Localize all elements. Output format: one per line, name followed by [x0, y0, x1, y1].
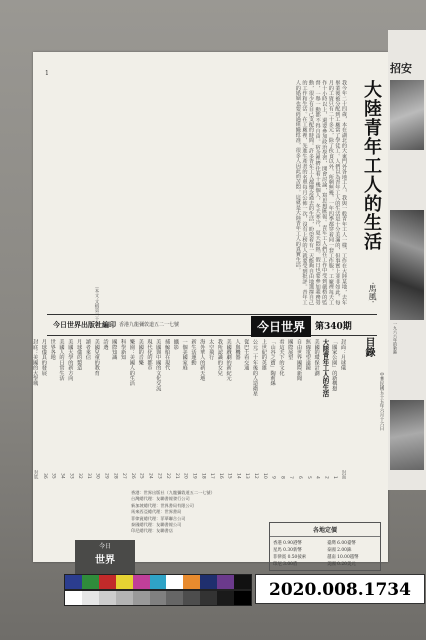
toc-item-page: 27	[121, 473, 127, 479]
toc-item	[171, 339, 180, 479]
toc-item-label: 封底：美國的大學城	[32, 339, 39, 386]
toc-item-page: 17	[209, 473, 215, 479]
logo-line-2: 世界	[95, 555, 115, 566]
article-author: ·馬風·	[368, 282, 377, 304]
toc-item-page: 24	[147, 473, 153, 479]
photo-caption: 一九六六年的新港	[393, 322, 398, 354]
toc-item	[83, 339, 92, 479]
toc-item	[277, 339, 286, 479]
toc-item	[57, 339, 66, 479]
toc-item	[118, 339, 127, 479]
toc-item	[66, 339, 75, 479]
article-title: 大陸青年工人的生活	[361, 80, 382, 251]
price-list	[270, 537, 380, 570]
toc-item	[285, 339, 294, 479]
toc-item	[233, 339, 242, 479]
toc-item-page: 25	[138, 473, 144, 479]
toc-item-page: 18	[200, 473, 206, 479]
toc-item	[109, 339, 118, 479]
toc-item-page: 5	[305, 476, 311, 479]
toc-item-page: 16	[217, 473, 223, 479]
toc-item-page: 26	[129, 473, 135, 479]
toc-item	[74, 339, 83, 479]
toc-item-label: 看這天下的文化	[278, 339, 285, 376]
publisher-line: 馬來西亞總代理：世界書局	[131, 509, 182, 515]
toc-item	[259, 339, 268, 479]
toc-item	[180, 339, 189, 479]
publisher-line: 台灣總代理：友聯書報發行公司	[131, 496, 190, 502]
price-entry: 美國 0.20美元	[327, 562, 356, 567]
toc-item-label: 美國的音樂	[137, 339, 144, 365]
toc-item-label: 新生活運動	[190, 339, 197, 365]
toc-item-page: 29	[103, 473, 109, 479]
toc-item	[136, 339, 145, 479]
toc-item-label: 詩選	[102, 339, 109, 350]
toc-item-page: 9	[270, 476, 276, 479]
toc-heading: 目錄	[363, 337, 374, 357]
adjacent-page-heading: 招安	[390, 62, 412, 75]
toc-item-label: 「山谷之寶」陶莉絲	[269, 339, 276, 386]
toc-item-label: 月球儀的製造	[76, 339, 83, 371]
toc-item	[145, 339, 154, 479]
toc-item	[39, 339, 48, 479]
toc-item-page: 10	[261, 473, 267, 479]
page-number: 1	[45, 70, 49, 77]
publisher-line: 泰國總代理：友聯書報公司	[131, 522, 182, 528]
toc-item-label: 科學新知	[120, 339, 127, 360]
adjacent-page	[388, 30, 426, 490]
toc-item	[241, 339, 250, 479]
toc-item-label: 現代化的都市	[146, 339, 153, 371]
magazine-page	[32, 52, 388, 567]
toc-item-label: 無線電望遠鏡	[304, 339, 311, 371]
publisher-line: 印尼總代理：友聯書店	[131, 528, 173, 534]
photo	[390, 80, 424, 150]
toc-item	[92, 339, 101, 479]
toc-item-page: 34	[59, 473, 65, 479]
toc-item-page: 22	[165, 473, 171, 479]
toc-item	[101, 339, 110, 479]
toc-item-label: 美國大學的新方向	[67, 339, 74, 381]
toc-item-label: 一個美國家庭	[181, 339, 188, 371]
toc-item	[30, 339, 39, 479]
toc-item-label: 封面：月球儀	[340, 339, 346, 371]
article-end-note: （本文·文稿第二十期）	[94, 284, 99, 331]
color-calibration-bar	[64, 574, 252, 590]
toc-item-label: 世界各地	[49, 339, 56, 360]
toc-item-label: 公元二十年後的人造衛星	[252, 339, 259, 397]
toc-item-label: 月球儀具的發展	[40, 339, 47, 376]
price-entry: 香港 0.90港幣	[273, 541, 302, 546]
toc-item-page: 33	[68, 473, 74, 479]
toc-item-page: 20	[182, 473, 188, 479]
toc-item-page: 12	[253, 473, 259, 479]
toc-item	[294, 339, 303, 479]
price-heading: 各地定價	[270, 523, 380, 537]
toc-item-page: 23	[156, 473, 162, 479]
toc-item-label: 「國家公園」的新構想	[331, 339, 338, 391]
toc-item	[224, 339, 233, 479]
toc-item-label: 讀者來信	[84, 339, 91, 360]
toc-item-page: 封面	[341, 470, 346, 479]
masthead-issue: 第340期	[315, 322, 352, 332]
toc-item-page: 4	[314, 476, 320, 479]
toc-item-page: 封底	[33, 470, 39, 479]
toc-item-page: 1	[332, 476, 338, 479]
masthead-title: 今日世界	[251, 316, 311, 337]
toc-item	[206, 339, 215, 479]
toc-item-label: 攝影	[172, 339, 179, 350]
toc-item-page: 13	[244, 473, 250, 479]
toc-item-label: 國際展望	[287, 339, 294, 360]
toc-item-page: 28	[112, 473, 118, 479]
toc-item-label: 樂園：美國人的生活	[128, 339, 135, 386]
toc-item-page: 36	[41, 473, 47, 479]
toc-item-label: 美國的環保計劃	[313, 339, 320, 376]
article-body: 我今年二十四歲，本在湖北的大東門外各地工人，我與一般青年工人一樣，工作在大陸某地，去年畢業後被分配到工廠當了學徒工。人們以為青年工人的生活是十分美滿的，但事實上並非如此。每月的工資只有二十多元，除了伙食以外，所剩無幾，一年四季都穿着同一套工作服。工廠裡每天工作十小時以上，還要參加政治學習，開會討論，寫思想匯報。青年工人們在工作中受到嚴格的監督，一舉一動都不得自由。宿舍裡擠住着十幾個人，冬天寒冷，夏天悶熱。假日也要參加義務勞動，很少有自己支配的時間。許多青年工人都懷念過去的生活，盼望着有一天能夠自由地選擇自己的工作和生活。在工廠裡，先進生產者的名單每月公佈一次，沒有上榜的人就要受到批評。青年工人的婚姻也要經過組織批准，很多人因此而苦悶。這就是大陸青年工人的真實生活。	[294, 80, 347, 305]
toc-item	[268, 339, 277, 479]
toc-item-label: 國際知識	[111, 339, 118, 360]
toc-item-label: 太空飛行	[208, 339, 215, 360]
toc-item-label: 從巴士看交通	[243, 339, 250, 371]
price-box	[269, 522, 381, 571]
toc-item-page: 30	[94, 473, 100, 479]
publisher-line: 香港：世界出版社（九龍彌敦道五二一七號）	[131, 490, 215, 495]
toc-item-label: 上世紀的英雄	[260, 339, 267, 371]
toc-item-label: 海外華人的新天地	[199, 339, 206, 381]
photo	[390, 210, 424, 320]
toc-item	[189, 339, 198, 479]
toc-item-page: 7	[288, 476, 294, 479]
price-entry: 星馬 0.30新幣	[273, 548, 302, 553]
toc-date: 中華民國五十五年六月十六日	[379, 372, 384, 431]
toc-item	[153, 339, 162, 479]
toc-item-label: 美國兒童的教育	[93, 339, 100, 376]
toc-item-label: 我所認識的女兒	[216, 339, 223, 376]
toc-item	[321, 339, 330, 479]
price-entry: 泰國 2.00銖	[327, 548, 352, 553]
gray-calibration-bar	[64, 590, 252, 606]
toc-item	[215, 339, 224, 479]
publisher-line: 新加坡總代理：世界書局有限公司	[131, 502, 194, 508]
toc-item	[303, 339, 312, 479]
price-entry: 臺灣 6.00臺幣	[327, 541, 356, 546]
photo	[390, 400, 424, 470]
accession-number: 2020.008.1734	[255, 574, 425, 604]
toc-item	[338, 339, 347, 479]
toc-item-page: 31	[85, 473, 91, 479]
toc-item-label: 美國與中國的文化交流	[155, 339, 162, 391]
masthead-address: 香港九龍彌敦道五二一七號	[119, 322, 180, 328]
toc-item-label: 捕鯨船在現代	[164, 339, 171, 371]
toc-item-page: 15	[226, 473, 232, 479]
publisher-info	[131, 490, 253, 535]
logo-line-1: 今日	[98, 543, 111, 550]
toc-item-page: 21	[173, 473, 179, 479]
toc-item-label: 美國戲劇的新紀元	[225, 339, 232, 381]
toc-item	[127, 339, 136, 479]
price-entry: 菲律賓 0.50披索	[273, 555, 307, 560]
toc-item-page: 6	[297, 476, 303, 479]
masthead	[47, 314, 377, 336]
toc-item	[329, 339, 338, 479]
toc-item	[48, 339, 57, 479]
masthead-publisher: 今日世界出版社編印	[53, 320, 116, 329]
toc-item	[162, 339, 171, 479]
toc-item	[312, 339, 321, 479]
toc-item-page: 35	[50, 473, 56, 479]
toc-item-page: 2	[323, 476, 329, 479]
toc-item-label: 人與機器	[234, 339, 241, 360]
publisher-line: 菲律賓總代理：菲華聯合公司	[131, 515, 186, 521]
price-entry: 越南 10.00越幣	[327, 555, 359, 560]
toc-item-page: 32	[77, 473, 83, 479]
toc-item	[197, 339, 206, 479]
toc-item-page: 19	[191, 473, 197, 479]
toc-item	[250, 339, 259, 479]
toc-item-label: 自由世界國際新聞	[296, 339, 303, 381]
toc-item-label: 大陸青年工人的生活	[321, 339, 330, 397]
toc-item-page: 8	[279, 476, 285, 479]
toc-item-page: 14	[235, 473, 241, 479]
price-entry: 印尼 3.00盾	[273, 562, 298, 567]
table-of-contents	[32, 339, 347, 479]
toc-item-label: 美國人的日常生活	[58, 339, 65, 381]
